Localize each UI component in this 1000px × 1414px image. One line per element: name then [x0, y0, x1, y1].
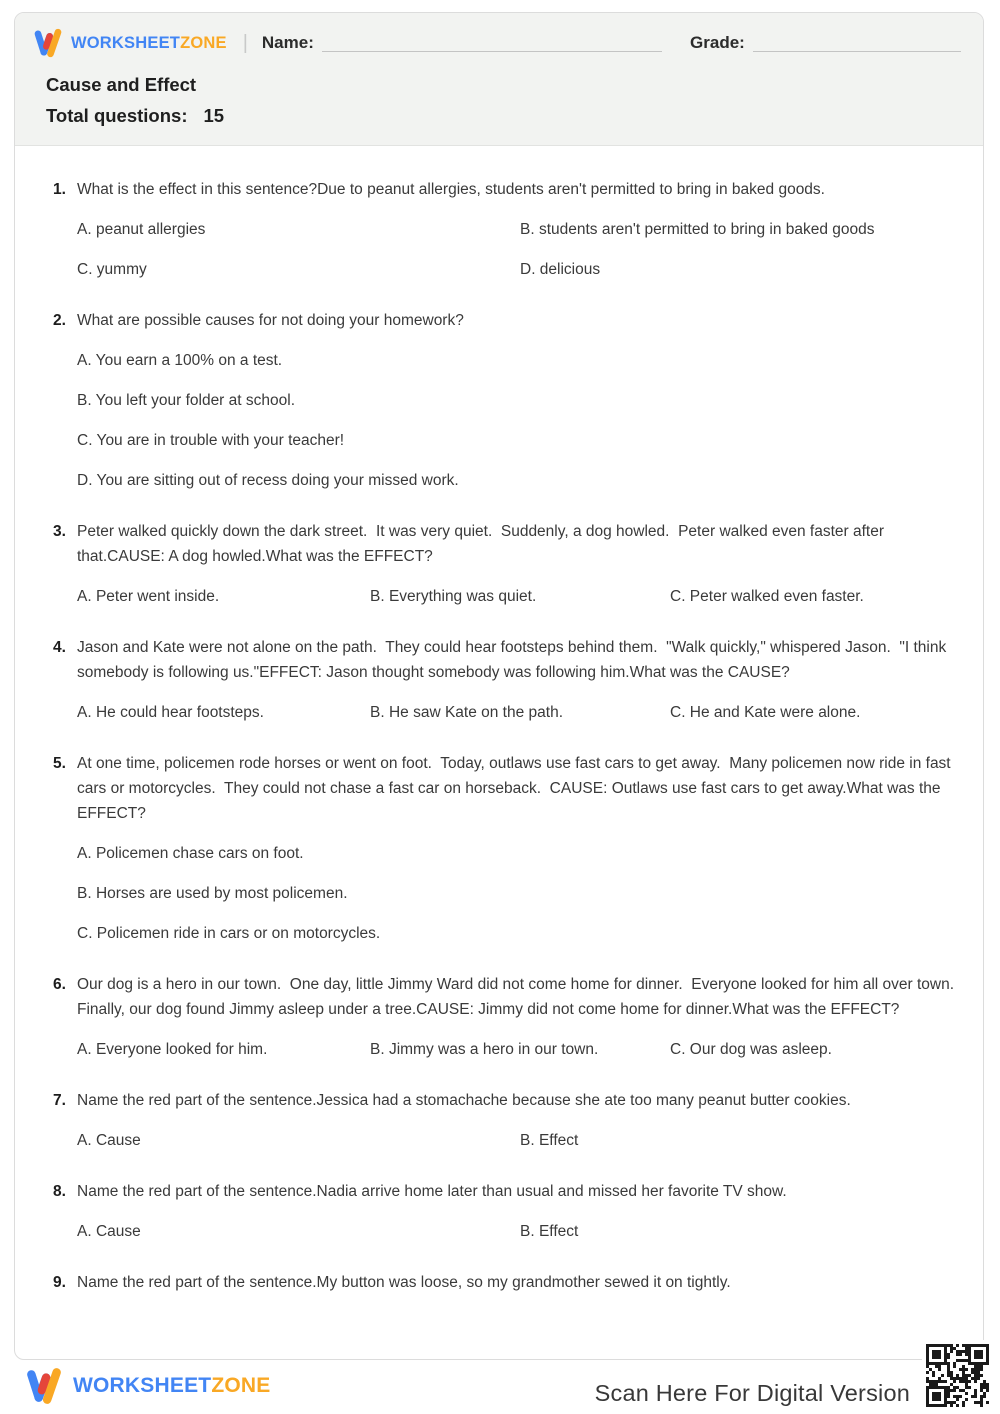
question-item	[53, 751, 959, 946]
question-number: 3.	[53, 523, 66, 540]
question-number: 2.	[53, 312, 66, 329]
footer-brand-word-zone: ZONE	[211, 1374, 271, 1397]
question-number: 8.	[53, 1183, 66, 1200]
question-item	[53, 972, 963, 1062]
brand-word-zone: ZONE	[180, 33, 227, 52]
answer-option: A. He could hear footsteps.	[77, 704, 264, 721]
question-text: Our dog is a hero in our town. One day, little Jimmy Ward did not come home for dinner. Everyone looked for him all over town. Finally, our dog found Jimmy asleep under a tree.CAUSE: Jimmy did not come home for dinner.What was the EFFECT?	[77, 976, 963, 1018]
total-questions-label: Total questions:	[46, 105, 188, 126]
answer-option: D. You are sitting out of recess doing your missed work.	[77, 472, 459, 489]
qr-code	[922, 1340, 992, 1410]
brand-word-worksheet: WORKSHEET	[71, 33, 181, 52]
header-separator: |	[242, 31, 248, 54]
answer-option: A. Cause	[77, 1223, 141, 1240]
answer-options	[77, 1128, 959, 1153]
question-item	[53, 1270, 959, 1295]
answer-option: B. You left your folder at school.	[77, 392, 295, 409]
question-item	[53, 1088, 959, 1153]
answer-option: C. Policemen ride in cars or on motorcycles.	[77, 925, 381, 942]
answer-option: B. Horses are used by most policemen.	[77, 885, 348, 902]
answer-option: A. You earn a 100% on a test.	[77, 352, 283, 369]
footer-brand-logo	[24, 1367, 270, 1405]
footer-brand-logo-icon	[24, 1367, 64, 1405]
scan-here-text: Scan Here For Digital Version	[594, 1380, 910, 1406]
question-list	[15, 146, 983, 1295]
answer-options	[77, 841, 959, 946]
answer-option: C. He and Kate were alone.	[670, 704, 861, 721]
question-text: What are possible causes for not doing your homework?	[77, 312, 464, 329]
question-number: 6.	[53, 976, 66, 993]
brand-logo-icon	[32, 28, 64, 58]
answer-option: B. Everything was quiet.	[370, 588, 537, 605]
answer-options	[77, 700, 959, 725]
worksheet-header	[15, 13, 983, 146]
question-text: Name the red part of the sentence.My button was loose, so my grandmother sewed it on tightly.	[77, 1274, 731, 1291]
answer-options	[77, 217, 959, 282]
question-text: Jason and Kate were not alone on the path. They could hear footsteps behind them. "Walk quickly," whispered Jason. "I think somebody is following us."EFFECT: Jason thought somebody was following him.What was the CAUSE?	[77, 639, 951, 681]
total-questions-row	[46, 105, 961, 127]
answer-options	[77, 584, 959, 609]
name-blank-line	[322, 35, 662, 52]
answer-option: B. Jimmy was a hero in our town.	[370, 1041, 599, 1058]
question-text: Name the red part of the sentence.Jessica had a stomachache because she ate too many peanut butter cookies.	[77, 1092, 851, 1109]
answer-option: A. Policemen chase cars on foot.	[77, 845, 304, 862]
answer-option: C. Our dog was asleep.	[670, 1041, 832, 1058]
footer-brand-word-worksheet: WORKSHEET	[73, 1374, 212, 1397]
question-item	[53, 519, 959, 609]
worksheet-card	[14, 12, 984, 1360]
answer-option: C. Peter walked even faster.	[670, 588, 864, 605]
question-item	[53, 308, 959, 493]
answer-options	[77, 1219, 959, 1244]
answer-option: D. delicious	[520, 261, 601, 278]
grade-label: Grade:	[690, 33, 745, 52]
name-label: Name:	[261, 33, 314, 52]
answer-option: A. Everyone looked for him.	[77, 1041, 268, 1058]
answer-option: B. students aren't permitted to bring in baked goods	[520, 221, 875, 238]
answer-option: B. Effect	[520, 1223, 579, 1240]
question-text: Peter walked quickly down the dark street. It was very quiet. Suddenly, a dog howled. Peter walked even faster after that.CAUSE: A dog howled.What was the EFFECT?	[77, 523, 889, 565]
answer-option: C. You are in trouble with your teacher!	[77, 432, 345, 449]
answer-option: C. yummy	[77, 261, 147, 278]
question-item	[53, 177, 959, 282]
answer-option: A. Peter went inside.	[77, 588, 220, 605]
worksheet-title: Cause and Effect	[46, 74, 197, 95]
question-item	[53, 1179, 959, 1244]
question-text: Name the red part of the sentence.Nadia arrive home later than usual and missed her favorite TV show.	[77, 1183, 787, 1200]
question-text: What is the effect in this sentence?Due to peanut allergies, students aren't permitted to bring in baked goods.	[77, 181, 825, 198]
question-text: At one time, policemen rode horses or went on foot. Today, outlaws use fast cars to get away. Many policemen now ride in fast cars or motorcycles. They could not chase a fast car on horseback. CAUSE: Outlaws use fast cars to get away.What was the EFFECT?	[77, 755, 955, 822]
answer-options	[77, 348, 959, 493]
answer-option: A. Cause	[77, 1132, 141, 1149]
answer-option: B. Effect	[520, 1132, 579, 1149]
question-number: 4.	[53, 639, 66, 656]
brand-logo	[32, 28, 227, 58]
footer-brand-text	[73, 1374, 270, 1398]
question-number: 7.	[53, 1092, 66, 1109]
total-questions-value: 15	[203, 105, 225, 126]
question-number: 9.	[53, 1274, 66, 1291]
question-number: 5.	[53, 755, 66, 772]
answer-option: B. He saw Kate on the path.	[370, 704, 564, 721]
question-item	[53, 635, 959, 725]
grade-blank-line	[753, 35, 961, 52]
brand-text	[71, 34, 227, 53]
question-number: 1.	[53, 181, 66, 198]
answer-options	[77, 1037, 959, 1062]
answer-option: A. peanut allergies	[77, 221, 206, 238]
